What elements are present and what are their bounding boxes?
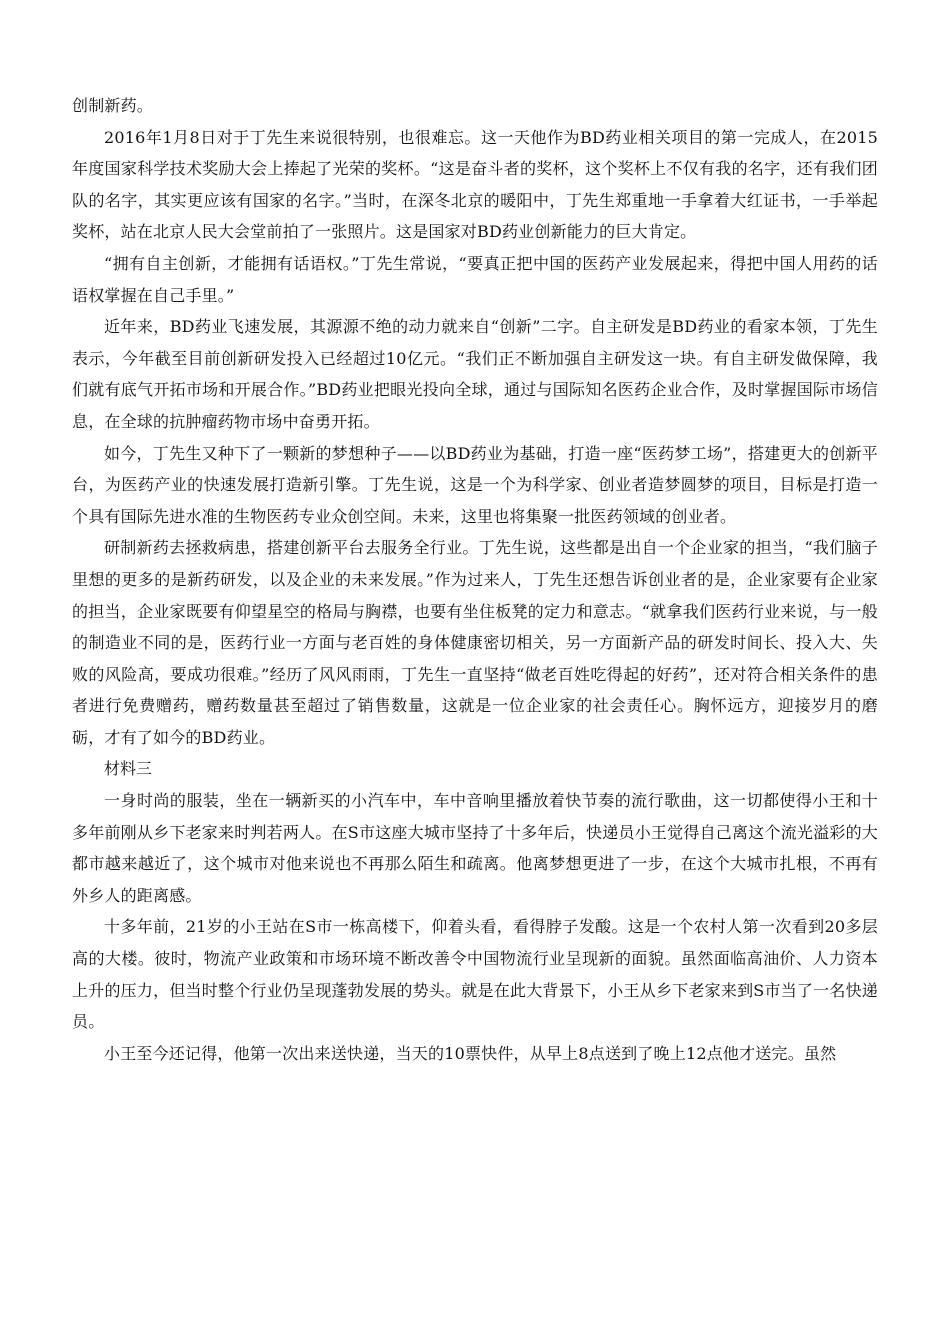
- document-page: [72, 90, 878, 1069]
- paragraph-courier-now: 一身时尚的服装，坐在一辆新买的小汽车中，车中音响里播放着快节奏的流行歌曲，这一切都使得小王和十多年前刚从乡下老家来时判若两人。在S市这座大城市坚持了十多年后，快递员小王觉得自己离这个流光溢彩的大都市越来越近了，这个城市对他来说也不再那么陌生和疏离。他离梦想更进了一步，在这个大城市扎根，不再有外乡人的距离感。: [72, 791, 878, 905]
- paragraph-courier-past: 十多年前，21岁的小王站在S市一栋高楼下，仰着头看，看得脖子发酸。这是一个农村人第一次看到20多层高的大楼。彼时，物流产业政策和市场环境不断改善令中国物流行业呈现新的面貌。虽然面临高油价、人力资本上升的压力，但当时整个行业仍呈现蓬勃发展的势头。就是在此大背景下，小王从乡下老家来到S市当了一名快递员。: [72, 917, 878, 1032]
- paragraph-innovation-quote: “拥有自主创新，才能拥有话语权。”丁先生常说，“要真正把中国的医药产业发展起来，得把中国人用药的话语权掌握在自己手里。”: [72, 253, 878, 305]
- paragraph-first-delivery: 小王至今还记得，他第一次出来送快递，当天的10票快件，从早上8点送到了晚上12点他才送完。虽然: [104, 1043, 837, 1063]
- paragraph-entrepreneur-responsibility: 研制新药去拯救病患，搭建创新平台去服务全行业。丁先生说，这些都是出自一个企业家的担当，“我们脑子里想的更多的是新药研发，以及企业的未来发展。”作为过来人，丁先生还想告诉创业者的是，企业家要有企业家的担当，企业家既要有仰望星空的格局与胸襟，也要有坐住板凳的定力和意志。“就拿我们医药行业来说，与一般的制造业不同的是，医药行业一方面与老百姓的身体健康密切相关，另一方面新产品的研发时间长、投入大、失败的风险高，要成功很难。”经历了风风雨雨，丁先生一直坚持“做老百姓吃得起的好药”，还对符合相关条件的患者进行免费赠药，赠药数量甚至超过了销售数量，这就是一位企业家的社会责任心。胸怀远方，迎接岁月的磨砺，才有了如今的BD药业。: [72, 538, 878, 747]
- section-heading-material-three: 材料三: [104, 759, 153, 779]
- paragraph-rd-investment: 近年来，BD药业飞速发展，其源源不绝的动力就来自“创新”二字。自主研发是BD药业的看家本领，丁先生表示，今年截至目前创新研发投入已经超过10亿元。“我们正不断加强自主研发这一块。有自主研发做保障，我们就有底气开拓市场和开展合作。”BD药业把眼光投向全球，通过与国际知名医药企业合作，及时掌握国际市场信息，在全球的抗肿瘤药物市场中奋勇开拓。: [72, 317, 878, 431]
- paragraph-award: 2016年1月8日对于丁先生来说很特别，也很难忘。这一天他作为BD药业相关项目的第一完成人，在2015年度国家科学技术奖励大会上捧起了光荣的奖杯。“这是奋斗者的奖杯，这个奖杯上不仅有我的名字，还有我们团队的名字，其实更应该有国家的名字。”当时，在深冬北京的暖阳中，丁先生郑重地一手拿着大红证书，一手举起奖杯，站在北京人民大会堂前拍了一张照片。这是国家对BD药业创新能力的巨大肯定。: [72, 127, 878, 242]
- paragraph-continuation: 创制新药。: [72, 96, 154, 115]
- paragraph-dream-factory: 如今，丁先生又种下了一颗新的梦想种子——以BD药业为基础，打造一座“医药梦工场”，搭建更大的创新平台，为医药产业的快速发展打造新引擎。丁先生说，这是一个为科学家、创业者造梦圆梦的项目，目标是打造一个具有国际先进水准的生物医药专业众创空间。未来，这里也将集聚一批医药领域的创业者。: [72, 443, 878, 526]
